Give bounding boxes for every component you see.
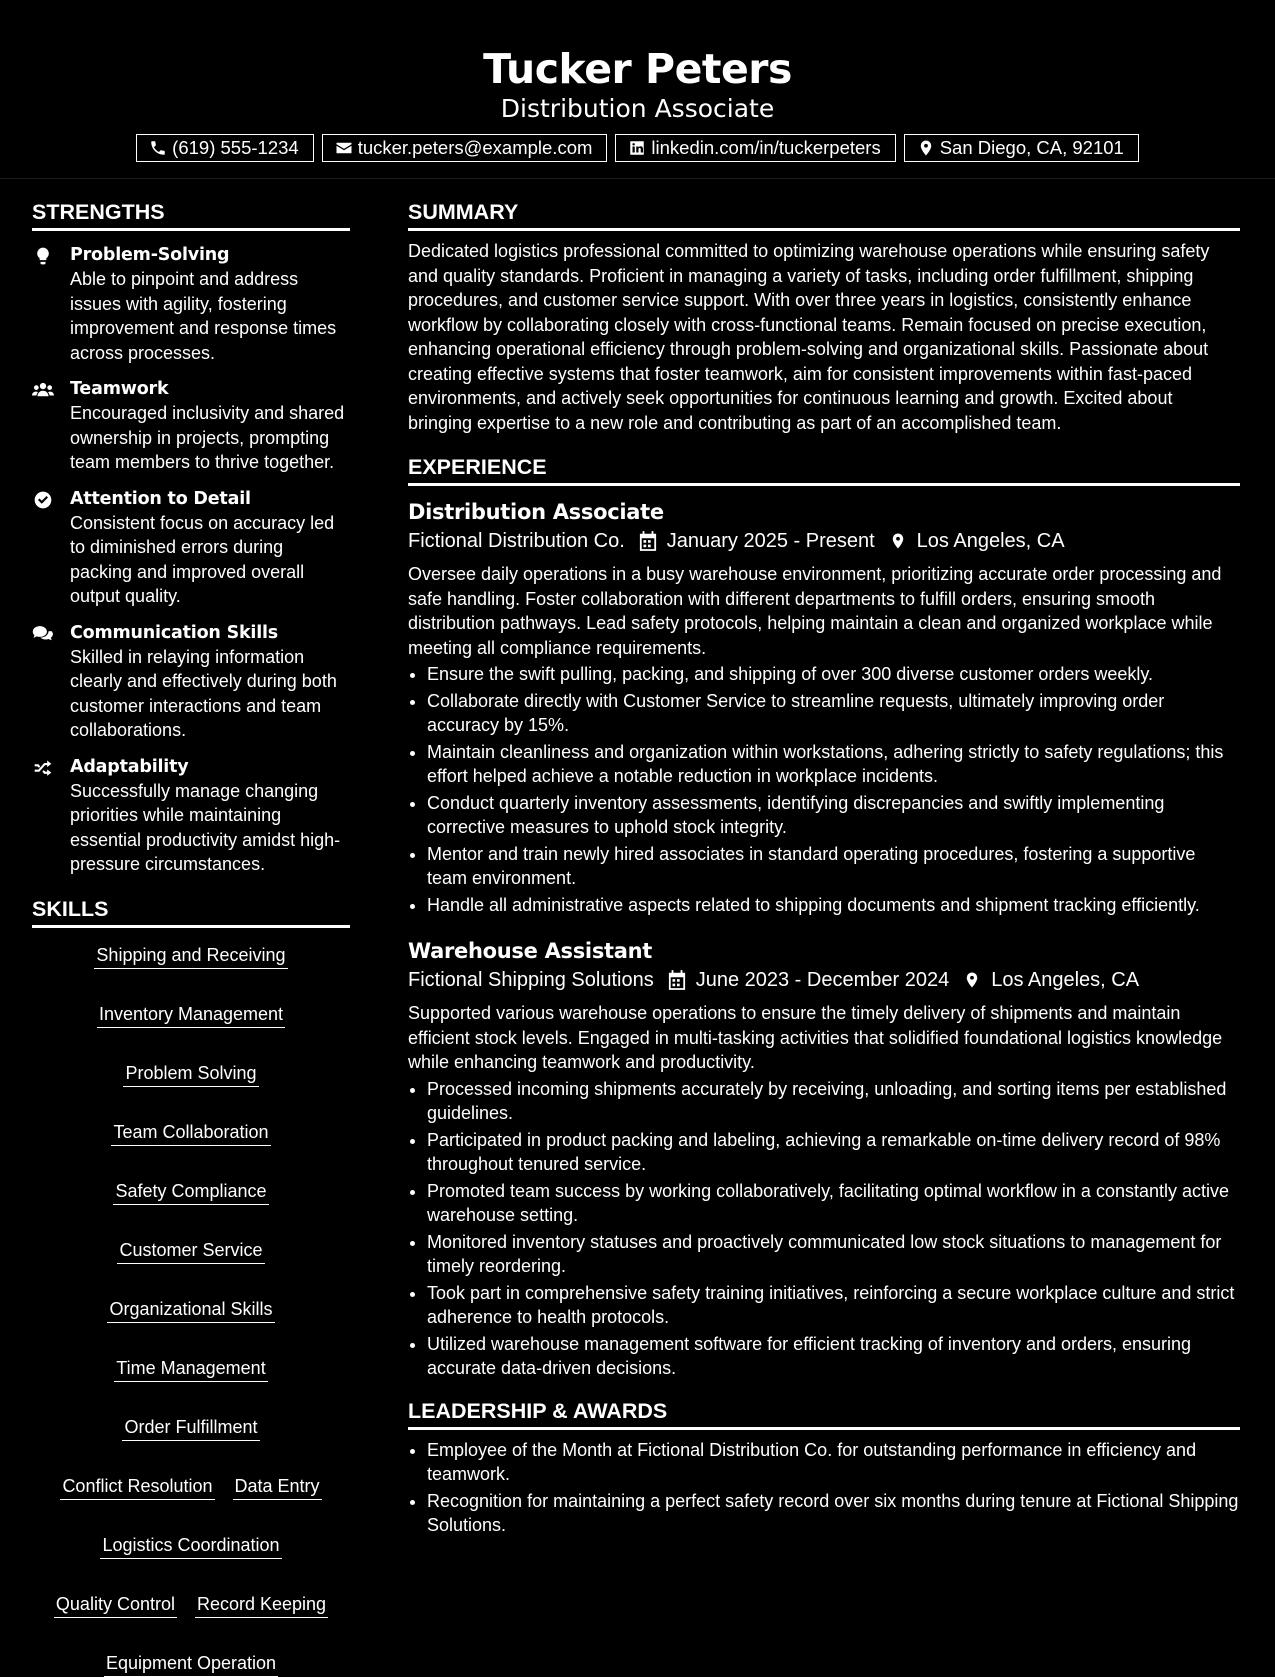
job-bullet: • Utilized warehouse management software for efficient tracking of inventory and orders, ensuring accurate data-driven decisions. [427, 1332, 1240, 1381]
contact-email[interactable] [322, 134, 608, 162]
strength-desc: Consistent focus on accuracy led to diminished errors during packing and improved overall output quality. [70, 512, 335, 606]
job-bullet: • Collaborate directly with Customer Service to streamline requests, ultimately improving order accuracy by 15%. [427, 689, 1240, 738]
job-bullet: • Took part in comprehensive safety training initiatives, reinforcing a secure workplace culture and strict adherence to health protocols. [427, 1281, 1240, 1330]
skill-tag: Problem Solving [123, 1060, 258, 1087]
job-location: Los Angeles, CA [916, 530, 1065, 552]
job-bullet: • Promoted team success by working collaboratively, facilitating optimal workflow in a constantly active warehouse setting. [427, 1179, 1240, 1228]
linkedin-text: linkedin.com/in/tuckerpeters [651, 137, 881, 158]
job-company: Fictional Distribution Co. [408, 530, 625, 552]
job-bullet: • Conduct quarterly inventory assessments, identifying discrepancies and swiftly implementing corrective measures to uphold stock integrity. [427, 791, 1240, 840]
phone-icon [149, 139, 167, 157]
contact-linkedin[interactable] [615, 134, 895, 162]
strength-title: Adaptability [70, 756, 189, 777]
job-company: Fictional Shipping Solutions [408, 969, 654, 991]
strength-item [32, 755, 350, 877]
skills-heading: SKILLS [32, 893, 350, 928]
candidate-name: Tucker Peters [483, 45, 792, 93]
strength-title: Attention to Detail [70, 488, 251, 509]
job-description: Supported various warehouse operations to ensure the timely delivery of shipments and maintain efficient stock levels. Engaged in multi-tasking activities that solidified foundational logistics knowledge while enhancing teamwork and productivity. [408, 1003, 1223, 1072]
left-column [32, 196, 350, 1677]
check-circle-icon [32, 490, 54, 510]
skill-tag: Quality Control [54, 1591, 177, 1618]
strength-item [32, 487, 350, 609]
skill-tag: Order Fulfillment [122, 1414, 259, 1441]
skills-list [32, 942, 350, 1677]
strength-item [32, 243, 350, 365]
award-item: • Employee of the Month at Fictional Distribution Co. for outstanding performance in efficiency and teamwork. [427, 1438, 1240, 1487]
skill-tag: Inventory Management [97, 1001, 285, 1028]
job-bullets [408, 662, 1240, 917]
resume-header [0, 0, 1275, 179]
skill-tag: Organizational Skills [107, 1296, 274, 1323]
strength-desc: Encouraged inclusivity and shared ownership in projects, prompting team members to thrive together. [70, 403, 345, 472]
job-title: Warehouse Assistant [408, 939, 653, 963]
skill-tag: Data Entry [233, 1473, 322, 1500]
experience-entry [408, 498, 1240, 917]
strength-title: Teamwork [70, 379, 169, 399]
experience-entry [408, 937, 1240, 1381]
job-location: Los Angeles, CA [991, 969, 1140, 991]
summary-heading: SUMMARY [408, 196, 1240, 231]
job-dates: January 2025 - Present [666, 530, 875, 552]
lightbulb-icon [32, 246, 54, 266]
phone-text: (619) 555-1234 [172, 137, 299, 158]
skill-tag: Safety Compliance [113, 1178, 268, 1205]
contact-location[interactable] [904, 134, 1139, 162]
job-title: Distribution Associate [408, 500, 664, 524]
job-bullet: • Processed incoming shipments accurately by receiving, unloading, and sorting items per established guidelines. [427, 1077, 1240, 1126]
contact-phone[interactable] [136, 134, 314, 162]
comments-icon [32, 624, 54, 644]
shuffle-icon [32, 758, 54, 778]
calendar-icon [639, 531, 657, 551]
map-marker-icon [963, 970, 981, 990]
skill-tag: Shipping and Receiving [94, 942, 287, 969]
skill-tag: Conflict Resolution [60, 1473, 214, 1500]
strength-desc: Skilled in relaying information clearly and effectively during both customer interactions and team collaborations. [70, 646, 337, 740]
strength-desc: Able to pinpoint and address issues with agility, fostering improvement and response times across processes. [70, 269, 337, 363]
job-bullet: • Monitored inventory statuses and proactively communicated low stock situations to management for timely reordering. [427, 1230, 1240, 1279]
job-bullets [408, 1077, 1240, 1381]
strengths-heading: STRENGTHS [32, 196, 350, 231]
job-bullet: • Mentor and train newly hired associates in standard operating procedures, fostering a supportive team environment. [427, 842, 1240, 891]
location-text: San Diego, CA, 92101 [939, 137, 1124, 158]
strength-item [32, 377, 350, 475]
map-marker-icon [889, 531, 907, 551]
users-icon [32, 380, 54, 400]
job-bullet: • Handle all administrative aspects related to shipping documents and shipment tracking efficiently. [427, 893, 1240, 918]
skill-tag: Time Management [114, 1355, 267, 1382]
candidate-title: Distribution Associate [500, 94, 775, 123]
strength-title: Communication Skills [70, 622, 279, 643]
job-bullet: • Ensure the swift pulling, packing, and shipping of over 300 diverse customer orders weekly. [427, 662, 1240, 687]
awards-heading: LEADERSHIP & AWARDS [408, 1395, 1240, 1430]
linkedin-icon [628, 139, 646, 157]
job-description: Oversee daily operations in a busy warehouse environment, prioritizing accurate order processing and safe handling. Foster collaboration with different departments to fulfill orders, ensuring smooth distribution pathways. Lead safety protocols, helping maintain a clean and organized workplace while meeting all compliance requirements. [408, 564, 1222, 658]
skill-tag: Customer Service [117, 1237, 264, 1264]
contact-bar [0, 134, 1275, 162]
strength-item [32, 621, 350, 743]
strength-title: Problem-Solving [70, 245, 230, 265]
job-meta [408, 965, 1240, 995]
calendar-icon [668, 970, 686, 990]
job-bullet: • Maintain cleanliness and organization within workstations, adhering strictly to safety regulations; this effort helped achieve a notable reduction in workplace incidents. [427, 740, 1240, 789]
skill-tag: Logistics Coordination [100, 1532, 281, 1559]
job-meta [408, 526, 1240, 556]
awards-list [408, 1438, 1240, 1538]
summary-text: Dedicated logistics professional committed to optimizing warehouse operations while ensuring safety and quality standards. Proficient in managing a variety of tasks, including order fulfillment, shipping procedures, and customer service support. With over three years in logistics, consistently enhance workflow by collaborating closely with cross-functional teams. Remain focused on precise execution, enhancing operational efficiency through problem-solving and organizational skills. Passionate about creating effective systems that foster teamwork, aim for consistent improvements within fast-paced environments, and actively seek opportunities for continuous learning and growth. Excited about bringing expertise to a new role and contributing as part of an accomplished team. [408, 241, 1210, 433]
right-column [408, 196, 1240, 1540]
email-text: tucker.peters@example.com [357, 137, 593, 158]
skill-tag: Record Keeping [195, 1591, 328, 1618]
job-bullet: • Participated in product packing and labeling, achieving a remarkable on-time delivery record of 98% throughout tenured service. [427, 1128, 1240, 1177]
map-marker-icon [917, 139, 935, 157]
envelope-icon [335, 139, 353, 157]
skill-tag: Equipment Operation [104, 1650, 278, 1677]
job-dates: June 2023 - December 2024 [695, 969, 950, 991]
award-item: • Recognition for maintaining a perfect safety record over six months during tenure at Fictional Shipping Solutions. [427, 1489, 1240, 1538]
skill-tag: Team Collaboration [111, 1119, 270, 1146]
strength-desc: Successfully manage changing priorities while maintaining essential productivity amidst high-pressure circumstances. [70, 780, 341, 874]
experience-heading: EXPERIENCE [408, 451, 1240, 486]
